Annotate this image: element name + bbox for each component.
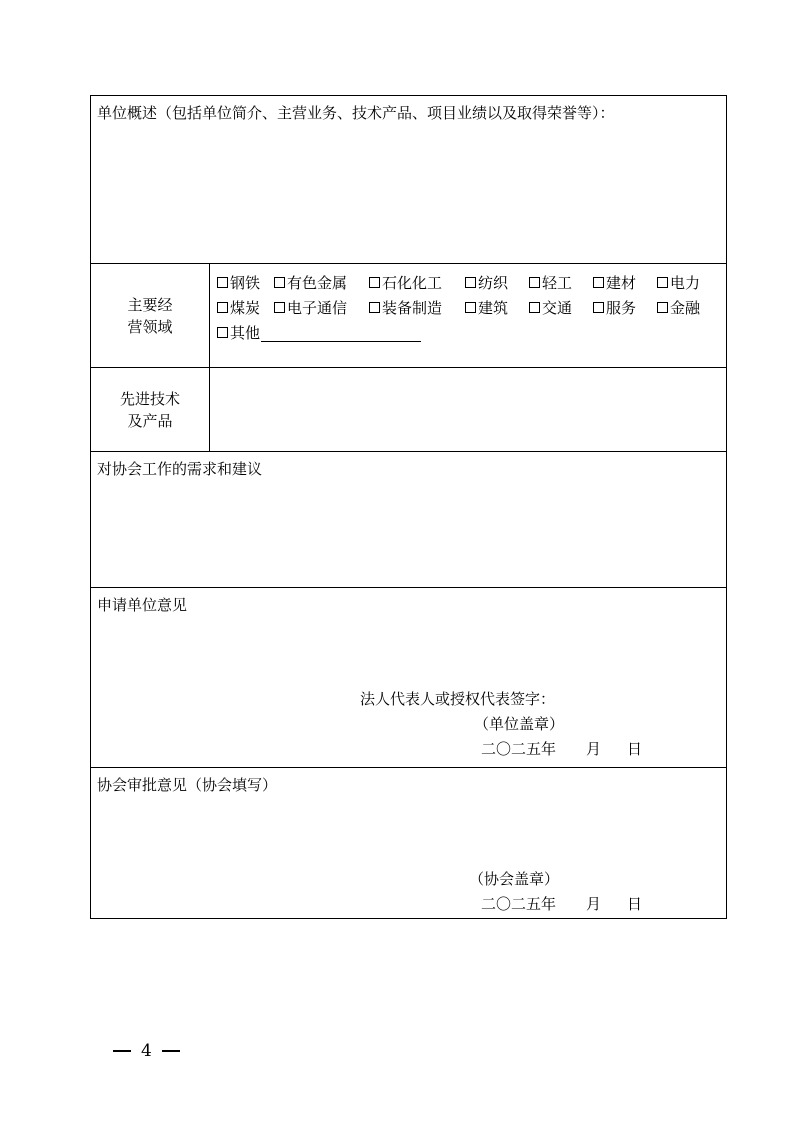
option-label: 煤炭 — [230, 299, 261, 317]
business-field-options — [217, 270, 720, 345]
membership-form-table — [90, 95, 727, 919]
options-line-1 — [217, 270, 720, 295]
tech-label-line1: 先进技术 — [119, 389, 180, 408]
option-label: 石化化工 — [382, 274, 443, 292]
applicant-title: 申请单位意见 — [97, 596, 188, 614]
option-transportation[interactable] — [529, 295, 572, 320]
option-label: 轻工 — [542, 274, 573, 292]
option-building-materials[interactable] — [593, 270, 636, 295]
checkbox-icon[interactable] — [657, 302, 668, 313]
business-field-label — [91, 264, 210, 367]
suggestions-row — [91, 451, 726, 587]
option-steel[interactable] — [217, 270, 260, 295]
checkbox-icon[interactable] — [274, 277, 285, 288]
option-label: 纺织 — [478, 274, 509, 292]
option-equipment-manufacturing[interactable] — [369, 295, 442, 320]
checkbox-icon[interactable] — [369, 277, 380, 288]
applicant-date-month: 月 — [586, 740, 602, 758]
other-fill-in-line[interactable] — [261, 324, 421, 342]
checkbox-icon[interactable] — [217, 327, 228, 338]
suggestions-title: 对协会工作的需求和建议 — [97, 460, 263, 478]
checkbox-icon[interactable] — [465, 302, 476, 313]
association-date-month: 月 — [586, 895, 602, 913]
association-date-day: 日 — [627, 895, 643, 913]
business-label-line2: 营领域 — [127, 317, 173, 336]
option-label: 建筑 — [478, 299, 509, 317]
option-nonferrous-metals[interactable] — [274, 270, 347, 295]
option-petrochemical[interactable] — [369, 270, 442, 295]
dash-right — [162, 1050, 180, 1052]
checkbox-icon[interactable] — [369, 302, 380, 313]
dash-left — [113, 1050, 131, 1052]
option-label: 钢铁 — [230, 274, 261, 292]
association-title: 协会审批意见（协会填写） — [97, 776, 278, 794]
applicant-date — [481, 738, 642, 759]
options-line-3 — [217, 320, 720, 345]
applicant-signature-label: 法人代表人或授权代表签字： — [360, 690, 556, 708]
option-other[interactable] — [217, 320, 421, 345]
checkbox-icon[interactable] — [593, 302, 604, 313]
option-label: 电力 — [670, 274, 701, 292]
checkbox-icon[interactable] — [274, 302, 285, 313]
business-label-line1: 主要经 — [127, 295, 173, 314]
option-textile[interactable] — [465, 270, 508, 295]
business-field-row — [91, 263, 726, 367]
association-date-year: 二〇二五年 — [481, 895, 557, 913]
applicant-seal-label: （单位盖章） — [474, 715, 565, 733]
option-electric-power[interactable] — [657, 270, 700, 295]
overview-title: 单位概述（包括单位简介、主营业务、技术产品、项目业绩以及取得荣誉等）： — [97, 104, 615, 122]
option-label: 电子通信 — [287, 299, 348, 317]
option-services[interactable] — [593, 295, 636, 320]
page-number-value: 4 — [141, 1041, 152, 1061]
option-finance[interactable] — [657, 295, 700, 320]
option-construction[interactable] — [465, 295, 508, 320]
checkbox-icon[interactable] — [529, 277, 540, 288]
association-date — [481, 893, 642, 914]
applicant-date-day: 日 — [627, 740, 643, 758]
association-approval-row — [91, 767, 726, 920]
overview-row — [91, 96, 726, 263]
checkbox-icon[interactable] — [217, 302, 228, 313]
option-electronics-communication[interactable] — [274, 295, 347, 320]
association-seal-label: （协会盖章） — [469, 870, 560, 888]
option-coal[interactable] — [217, 295, 260, 320]
applicant-opinion-row — [91, 587, 726, 767]
checkbox-icon[interactable] — [465, 277, 476, 288]
option-label: 其他 — [230, 324, 261, 342]
option-label: 金融 — [670, 299, 701, 317]
options-line-2 — [217, 295, 720, 320]
tech-products-label — [91, 368, 210, 451]
checkbox-icon[interactable] — [657, 277, 668, 288]
option-light-industry[interactable] — [529, 270, 572, 295]
page-number — [113, 1041, 180, 1061]
checkbox-icon[interactable] — [593, 277, 604, 288]
option-label: 装备制造 — [382, 299, 443, 317]
tech-label-line2: 及产品 — [127, 411, 173, 430]
tech-products-row — [91, 367, 726, 451]
checkbox-icon[interactable] — [217, 277, 228, 288]
checkbox-icon[interactable] — [529, 302, 540, 313]
option-label: 有色金属 — [287, 274, 348, 292]
option-label: 建材 — [606, 274, 637, 292]
applicant-date-year: 二〇二五年 — [481, 740, 557, 758]
option-label: 交通 — [542, 299, 573, 317]
option-label: 服务 — [606, 299, 637, 317]
